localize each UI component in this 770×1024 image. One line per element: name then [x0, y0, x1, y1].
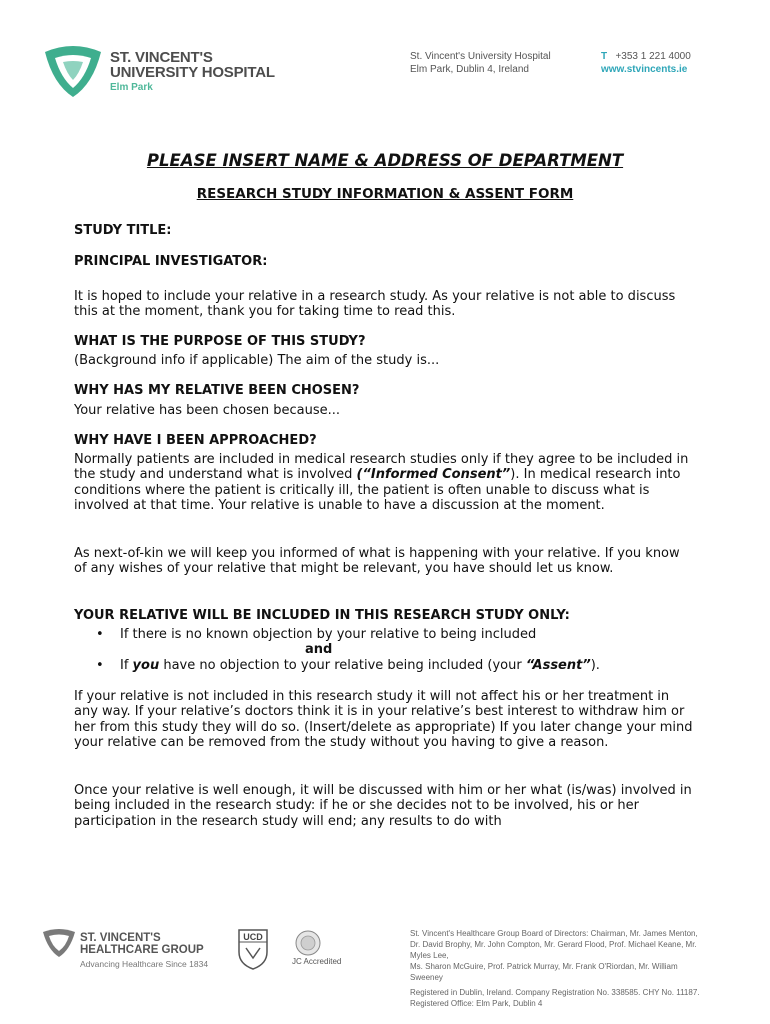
study-title-label: STUDY TITLE:: [74, 223, 172, 238]
group-name-line2: HEALTHCARE GROUP: [80, 944, 204, 956]
healthcare-group-logo-icon: [42, 928, 76, 958]
ucd-label: UCD: [243, 932, 263, 942]
bullet-item-2: [120, 658, 690, 673]
and-text: and: [305, 642, 333, 657]
address-line1: St. Vincent's University Hospital: [410, 51, 551, 62]
form-subtitle: RESEARCH STUDY INFORMATION & ASSENT FORM: [196, 186, 574, 202]
next-of-kin-paragraph: As next-of-kin we will keep you informed of what is happening with your relative. If you know of any wishes of your relative that might be relevant, you have should let us know.: [74, 546, 680, 577]
website-link[interactable]: www.stvincents.ie: [601, 64, 688, 75]
approached-text-a: Normally patients are included in medical research studies only if they agree to be included in the study and understand what is involved: [74, 452, 689, 483]
bullet-icon: •: [96, 658, 104, 673]
approached-paragraph: [74, 452, 694, 513]
healthcare-group-name: [80, 932, 204, 956]
reg-line1: Registered in Dublin, Ireland. Company Registration No. 338585. CHY No. 11187.: [410, 988, 700, 997]
hospital-logo-icon: [43, 44, 103, 98]
intro-paragraph: It is hoped to include your relative in a research study. As your relative is not able to discuss this at the moment, thank you for taking time to read this.: [74, 289, 676, 320]
board-line1: St. Vincent's Healthcare Group Board of Directors: Chairman, Mr. James Menton,: [410, 929, 698, 938]
once-well-paragraph: Once your relative is well enough, it will be discussed with him or her what (is/was) involved in being included in the research study: if he or she decides not to be involved, his or her participation in the research study will end; any results to do with: [74, 783, 692, 829]
tel-number: +353 1 221 4000: [615, 51, 691, 62]
board-line3: Ms. Sharon McGuire, Prof. Patrick Murray, Mr. Frank O'Riordan, Mr. William Sweeney: [410, 962, 678, 982]
hospital-subtitle: Elm Park: [110, 82, 153, 93]
approached-heading: WHY HAVE I BEEN APPROACHED?: [74, 433, 317, 448]
jci-label: JC Accredited: [292, 957, 342, 966]
pi-label: PRINCIPAL INVESTIGATOR:: [74, 254, 268, 269]
purpose-heading: WHAT IS THE PURPOSE OF THIS STUDY?: [74, 334, 366, 349]
chosen-heading: WHY HAS MY RELATIVE BEEN CHOSEN?: [74, 383, 360, 398]
bullet-item-1: If there is no known objection by your relative to being included: [120, 627, 537, 642]
footer-board-info: [410, 928, 710, 1009]
tel-label: T: [601, 51, 608, 62]
hospital-name-line2: UNIVERSITY HOSPITAL: [110, 64, 275, 81]
ucd-crest-icon: [237, 928, 269, 970]
assent-text: “Assent”: [525, 658, 591, 673]
hospital-name-line1: ST. VINCENT'S: [110, 49, 213, 66]
group-name-line1: ST. VINCENT'S: [80, 932, 161, 944]
bullet2-text-a: If: [120, 658, 133, 673]
chosen-text: Your relative has been chosen because...: [74, 403, 341, 418]
approached-text-b: ). In medical research into conditions where the patient is critically ill, the patient is often unable to discuss what is involved at that time. Your relative is unable to have a discussion at the moment.: [74, 467, 681, 513]
included-heading: YOUR RELATIVE WILL BE INCLUDED IN THIS RESEARCH STUDY ONLY:: [74, 608, 570, 623]
you-text: you: [132, 658, 160, 673]
bullet2-text-b: have no objection to your relative being included (your: [159, 658, 526, 673]
purpose-text: (Background info if applicable) The aim of the study is...: [74, 353, 440, 368]
hospital-contact: [601, 50, 691, 76]
not-included-paragraph: If your relative is not included in this research study it will not affect his or her treatment in any way. If your relative’s doctors think it is in your relative’s best interest to withdraw him or her from this study they will do so. (Insert/delete as appropriate) If you later change your mind your relative can be removed from the study without you having to give a reason.: [74, 689, 693, 750]
board-line2: Dr. David Brophy, Mr. John Compton, Mr. Gerard Flood, Prof. Michael Keane, Mr. Myles Lee,: [410, 940, 697, 960]
jci-seal-icon: [292, 930, 324, 956]
group-tagline: Advancing Healthcare Since 1834: [80, 959, 209, 969]
page-title: PLEASE INSERT NAME & ADDRESS OF DEPARTMENT: [146, 151, 624, 170]
bullet2-text-c: ).: [590, 658, 600, 673]
hospital-address: [410, 50, 551, 76]
informed-consent-text: (“Informed Consent”: [356, 467, 511, 483]
bullet-icon: •: [96, 627, 104, 642]
hospital-name: [110, 50, 275, 80]
reg-line2: Registered Office: Elm Park, Dublin 4: [410, 999, 543, 1008]
address-line2: Elm Park, Dublin 4, Ireland: [410, 64, 529, 75]
